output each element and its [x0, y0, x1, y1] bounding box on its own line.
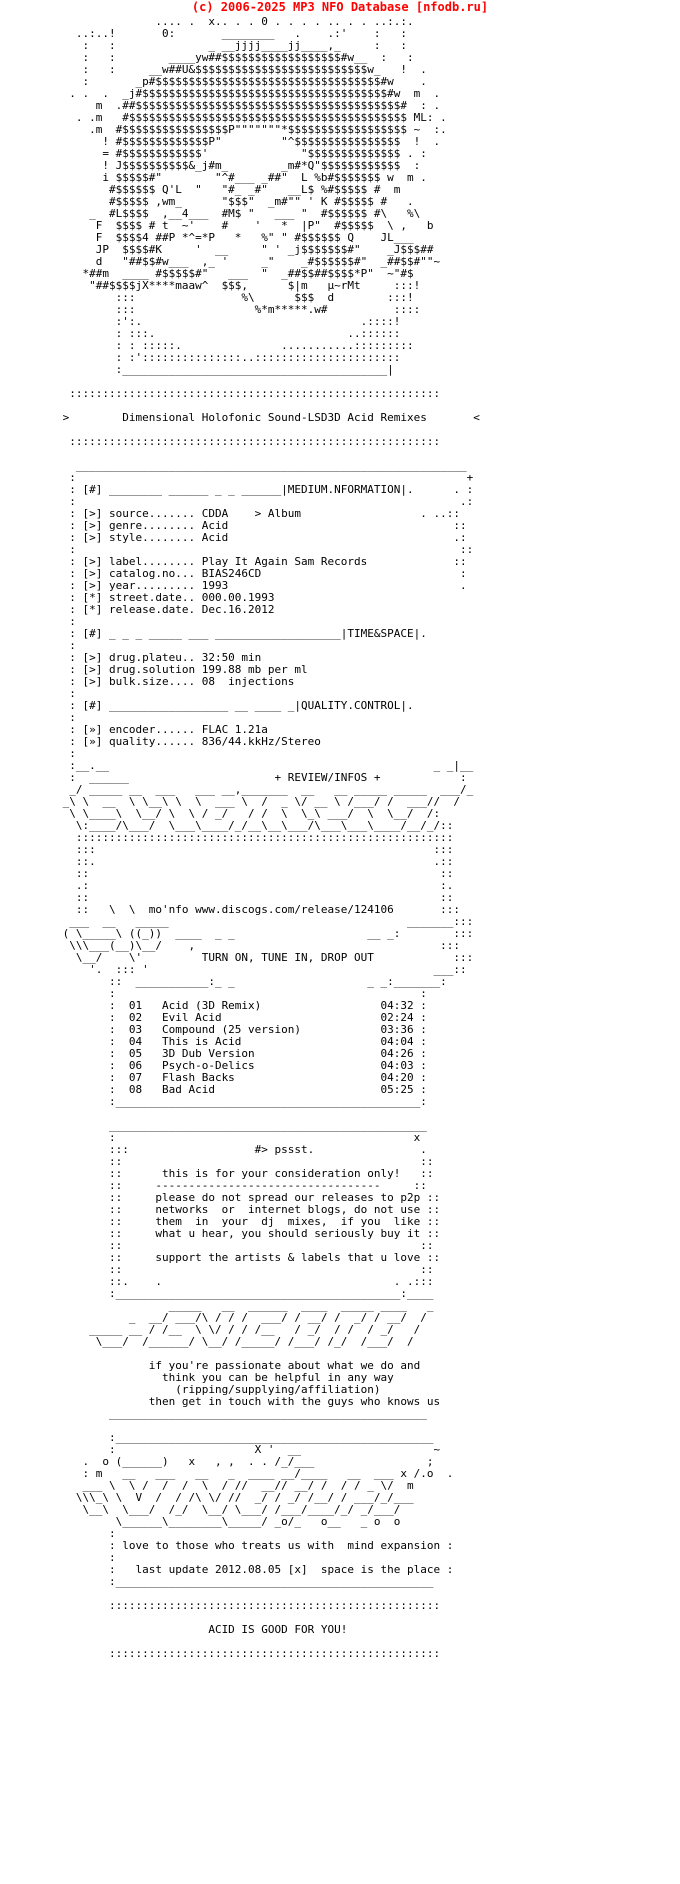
nfo-line: ( \_____\ ((_)) ____ _ _ __ _: ::: — [56, 927, 474, 940]
nfo-line: : x — [56, 1131, 421, 1144]
nfo-line: _ __/ ___/\ / / / ___/ / __/ / _/ / __/ / — [56, 1311, 427, 1324]
nfo-line: "##$$$$jX****maaw^ $$$, $|m µ~rMt :::! — [56, 279, 421, 292]
nfo-line: : — [56, 1527, 407, 1540]
nfo-line: :________________________________________| — [56, 363, 394, 376]
nfodb-header: (c) 2006-2025 MP3 NFO Database [nfodb.ru] — [191, 0, 489, 14]
nfo-line: then get in touch with the guys who knows us — [56, 1395, 441, 1408]
nfo-line: = #$$$$$$$$$$$$' "$$$$$$$$$$$$$$ . : — [56, 147, 427, 160]
nfo-line: ! J$$$$$$$$$$&_j#m_ _m#*Q"$$$$$$$$$$$$ : — [56, 159, 421, 172]
nfo-line: _/ _____ __ ___ ___ __,_______ __ __ _____ _____ ___/_ — [56, 783, 474, 796]
nfo-line: : + — [56, 471, 474, 484]
nfo-line: : [»] encoder...... FLAC 1.21a — [56, 723, 268, 736]
nfo-line: \__\ \___/ /_/ \__/ \___/ /___/____/_/ _/___/ — [56, 1503, 401, 1516]
nfo-line: \:____/\___/ \___\____/_/__\__\___/\___\___\____/__/_/:: — [56, 819, 454, 832]
nfo-line: : 08 Bad Acid 05:25 : — [56, 1083, 427, 1096]
nfo-line: : [>] label........ Play It Again Sam Records :: — [56, 555, 467, 568]
nfo-line: : : __w##U&$$$$$$$$$$$$$$$$$$$$$$$$$$w_ ! . — [56, 63, 427, 76]
nfo-line: : [>] year......... 1993 . — [56, 579, 467, 592]
nfo-line: :______________________________________________: — [56, 1095, 427, 1108]
nfo-line: #$$$$$ ,wm_ "$$$" _m#"" ' K #$$$$$ # . — [56, 195, 414, 208]
nfo-line: think you can be helpful in any way — [56, 1371, 394, 1384]
nfo-line: :::::::::::::::::::::::::::::::::::::::::::::::::: — [56, 1647, 441, 1660]
nfo-line: . . . _j#$$$$$$$$$$$$$$$$$$$$$$$$$$$$$$$$$$$$$#w m . — [56, 87, 441, 100]
nfo-line: *##m ____ #$$$$$#" ___ " _##$$##$$$$*P" ~"#$ — [56, 267, 414, 280]
nfo-line: :: :: — [56, 867, 454, 880]
nfo-line: : :':::::::::::::::..:::::::::::::::::::::: — [56, 351, 401, 364]
nfo-line: : 03 Compound (25 version) 03:36 : — [56, 1023, 427, 1036]
nfo-line: : love to those who treats us with mind expansion : — [56, 1539, 454, 1552]
nfo-line: :: ---------------------------------- :: — [56, 1179, 427, 1192]
nfo-line: : [>] style........ Acid .: — [56, 531, 467, 544]
nfo-line: \ \____\ \__/ \ \ / _/ / / \ \_\ ___/ \ \__/ /: — [56, 807, 441, 820]
nfo-line: .m #$$$$$$$$$$$$$$$$P"""""""*$$$$$$$$$$$$$$$$$$ ~ :. — [56, 123, 447, 136]
nfo-line: : 06 Psych-o-Delics 04:03 : — [56, 1059, 427, 1072]
nfo-line: \___/ /______/ \__/ /_____/ /___/ /_/ /___/ / — [56, 1335, 414, 1348]
nfo-line: ::: ::: — [56, 843, 454, 856]
nfo-line: #$$$$$$ Q'L " "#_ _#" __L$ %#$$$$$ # m — [56, 183, 401, 196]
nfo-line: :::::::::::::::::::::::::::::::::::::::::::::::::::::::: — [56, 435, 441, 448]
nfo-line: ________________________________________________ — [56, 1119, 427, 1132]
nfo-line: : :::. ..:::::: — [56, 327, 401, 340]
nfo-line: : :: — [56, 543, 474, 556]
nfo-line: ::. . . .::: — [56, 1275, 434, 1288]
nfo-line: : [>] drug.plateu.. 32:50 min — [56, 651, 262, 664]
nfo-line: : m __ ___ __ _ ____ __/____ __ ___ x /.o . — [56, 1467, 454, 1480]
nfo-line: :: :: — [56, 1263, 434, 1276]
nfo-line: ::::::::::::::::::::::::::::::::::::::::::::::::::::::::: — [56, 831, 454, 844]
nfo-line: : — [56, 1551, 116, 1564]
nfo-line: : — [56, 747, 76, 760]
nfo-line: : 02 Evil Acid 02:24 : — [56, 1011, 427, 1024]
nfo-line: : _p#$$$$$$$$$$$$$$$$$$$$$$$$$$$$$$$$$$#w . — [56, 75, 427, 88]
nfo-line: :: please do not spread our releases to p2p :: — [56, 1191, 441, 1204]
nfo-line: . o (______) x , , . . /_/___ ; — [56, 1455, 434, 1468]
nfo-line: d "##$$#w___ ,_ ' _" _#$$$$$$#" _##$$#""~ — [56, 255, 441, 268]
nfo-line: : [>] bulk.size.... 08 injections — [56, 675, 295, 688]
nfo-line: :: networks or internet blogs, do not use :: — [56, 1203, 441, 1216]
nfo-line: ___________________________________________________________ — [56, 459, 467, 472]
nfo-line: ___ \ \ / / / \ / // __// __/ / / / _ \/ m — [56, 1479, 414, 1492]
nfo-line: F $$$$ # t ~' # ' * |P" #$$$$$ \ , b — [56, 219, 434, 232]
nfo-line: ________________________________________________ — [56, 1407, 427, 1420]
nfo-line: : [>] drug.solution 199.88 mb per ml — [56, 663, 308, 676]
nfo-line: if you're passionate about what we do and — [56, 1359, 421, 1372]
nfo-line: F $$$$4 ##P *^=*P * %" " #$$$$$$ Q JL___ — [56, 231, 414, 244]
nfo-line: :: support the artists & labels that u love :: — [56, 1251, 441, 1264]
nfo-line: : [*] release.date. Dec.16.2012 — [56, 603, 275, 616]
nfo-line: JP $$$$#K ' __ " ' _j$$$$$$$#" _J$$$## — [56, 243, 434, 256]
nfo-line: \\\___(__)\__/ , ::: — [56, 939, 460, 952]
nfo-line: : 01 Acid (3D Remix) 04:32 : — [56, 999, 427, 1012]
nfo-line: ___ __ _____ _______::: — [56, 915, 474, 928]
nfo-text — [56, 16, 480, 1660]
nfo-line: > Dimensional Holofonic Sound-LSD3D Acid Remixes < — [56, 411, 480, 424]
nfo-line: _\ \ __ \ \__\ \ \ ___ \ / _ \/ __ \ /___/ / ___// / — [56, 795, 460, 808]
nfo-line: ACID IS GOOD FOR YOU! — [56, 1623, 348, 1636]
nfo-line: :: :: — [56, 1155, 434, 1168]
nfo-line: : [>] genre........ Acid :: — [56, 519, 467, 532]
nfo-line: \______\________\_____/ _o/_ o__ _ o o — [56, 1515, 401, 1528]
nfo-line: :___________________________________________:____ — [56, 1287, 434, 1300]
nfo-line: ::: %*m*****.w# :::: — [56, 303, 421, 316]
nfo-line: : 05 3D Dub Version 04:26 : — [56, 1047, 427, 1060]
nfo-line: : : :::::. ...........::::::::: — [56, 339, 414, 352]
nfo-line: _ #L$$$$ ,__4___ #M$ " ___ " #$$$$$$ #\ %\ — [56, 207, 421, 220]
nfo-line: : last update 2012.08.05 [x] space is the place : — [56, 1563, 454, 1576]
nfo-line: :':. .::::! — [56, 315, 401, 328]
nfo-line: :: ___________:_ _ _ _:_______: — [56, 975, 447, 988]
nfo-line: :: :: — [56, 891, 454, 904]
nfo-line: _____ __ / /__ \ \/ / / /__ / _/ / / / _/ / — [56, 1323, 421, 1336]
nfo-line: .... . x.. . . 0 . . . . .. . . ..:.:. — [56, 15, 414, 28]
nfo-line: ::: #> pssst. . — [56, 1143, 427, 1156]
nfo-line: : ______ + REVIEW/INFOS + : — [56, 771, 467, 784]
nfo-line: : X ' __ ~ — [56, 1443, 441, 1456]
nfo-line: \\\_\ \ V / / /\ \/ // _/ / _/ /__/ / ___/_/___ — [56, 1491, 414, 1504]
nfo-line: ::. .:: — [56, 855, 454, 868]
nfo-line: : — [56, 615, 76, 628]
nfo-line: :::::::::::::::::::::::::::::::::::::::::::::::::: — [56, 1599, 441, 1612]
nfo-line: : .: — [56, 495, 474, 508]
nfo-line: :::::::::::::::::::::::::::::::::::::::::::::::::::::::: — [56, 387, 441, 400]
nfo-line: : [#] __________________ __ ____ _|QUALITY.CONTROL|. — [56, 699, 414, 712]
nfo-line: :________________________________________________ — [56, 1575, 434, 1588]
nfo-line: : [#] _ _ _ _____ ___ ___________________|TIME&SPACE|. — [56, 627, 427, 640]
nfo-line: : [#] ________ ______ _ _ ______|MEDIUM.NFORMATION|. . : — [56, 483, 474, 496]
nfo-line: : : ____yw##$$$$$$$$$$$$$$$$$$#w__ : : — [56, 51, 414, 64]
nfo-line: . .m #$$$$$$$$$$$$$$$$$$$$$$$$$$$$$$$$$$$$$$$$$$ ML: . — [56, 111, 447, 124]
nfo-line: :: them in your dj mixes, if you like :: — [56, 1215, 441, 1228]
nfo-line: : [»] quality...... 836/44.kkHz/Stereo — [56, 735, 321, 748]
nfo-line: ! #$$$$$$$$$$$$$P" "^$$$$$$$$$$$$$$$$ ! . — [56, 135, 441, 148]
nfo-line: m .##$$$$$$$$$$$$$$$$$$$$$$$$$$$$$$$$$$$$$$$$# : . — [56, 99, 441, 112]
nfo-line: \__/ \' TURN ON, TUNE IN, DROP OUT ::: — [56, 951, 474, 964]
nfo-line: : — [56, 639, 76, 652]
nfo-line: .: :. — [56, 879, 454, 892]
nfo-line: : [>] catalog.no... BIAS246CD : — [56, 567, 467, 580]
nfo-line: : — [56, 687, 76, 700]
nfo-line: :: what u hear, you should seriously buy it :: — [56, 1227, 441, 1240]
nfo-line: :: this is for your consideration only! :: — [56, 1167, 434, 1180]
nfo-line: : 04 This is Acid 04:04 : — [56, 1035, 427, 1048]
nfo-line: :________________________________________________ — [56, 1431, 434, 1444]
nfo-line: : — [56, 711, 76, 724]
nfo-line: :__.__ _ _|__ — [56, 759, 474, 772]
nfo-line: i $$$$$#" "^#___ _##" L %b#$$$$$$$ w m . — [56, 171, 427, 184]
nfo-line: :: :: — [56, 1239, 434, 1252]
nfo-line: ..:..! 0: ________ . .:' : : — [56, 27, 407, 40]
nfo-line: :: \ \ mo'nfo www.discogs.com/release/124106 ::: — [56, 903, 460, 916]
nfo-line: ::: %\ $$$ d :::! — [56, 291, 414, 304]
nfo-line: '. ::: ' ___:: — [56, 963, 467, 976]
nfo-line: : [*] street.date.. 000.00.1993 — [56, 591, 275, 604]
nfo-line: : : _ __jjjj____jj____,_ : : — [56, 39, 407, 52]
nfo-line: _____ __ ______ ____ _____ ____ _ — [56, 1299, 434, 1312]
nfo-line: (ripping/supplying/affiliation) — [56, 1383, 381, 1396]
nfo-line: : 07 Flash Backs 04:20 : — [56, 1071, 427, 1084]
nfo-line: : : — [56, 987, 427, 1000]
nfo-line: : [>] source....... CDDA > Album . ..:: — [56, 507, 460, 520]
